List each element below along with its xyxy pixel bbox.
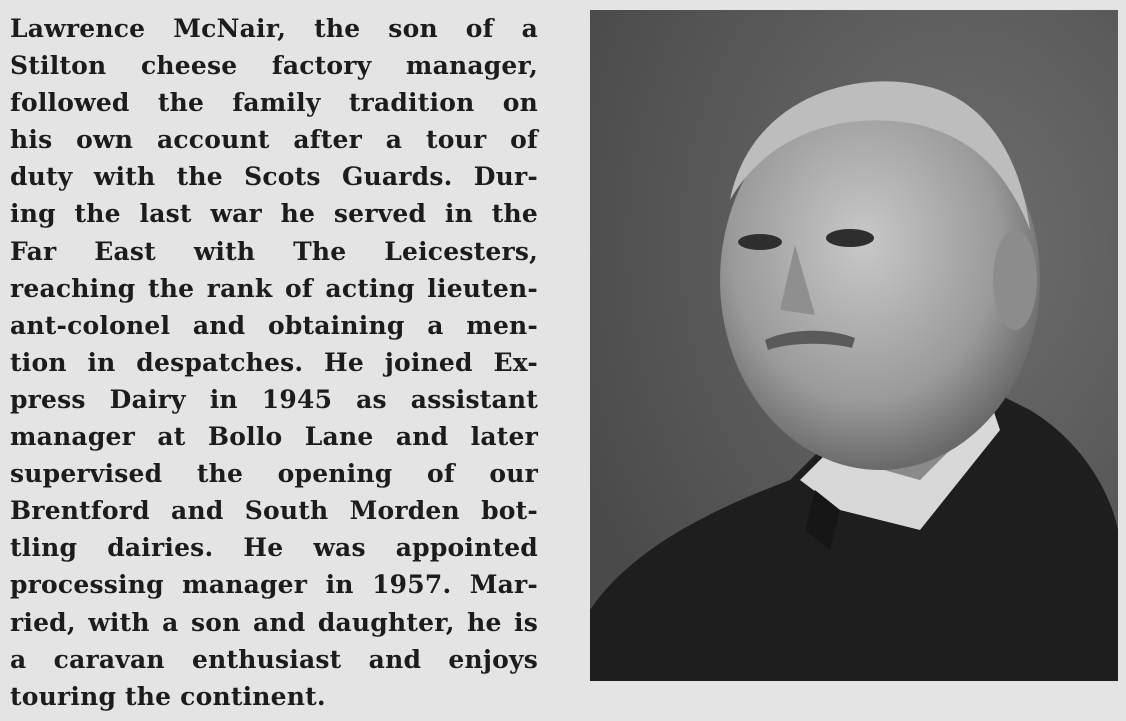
text-line: Far East with The Leicesters, [10,236,538,266]
text-line: a caravan enthusiast and enjoys [10,644,538,674]
text-line: Lawrence McNair, the son of a [10,14,538,43]
text-line: supervised the opening of our [10,459,538,489]
text-line: tion in despatches. He joined Ex- [10,347,538,377]
text-line: ant-colonel and obtaining a men- [10,310,538,340]
text-line: Stilton cheese factory manager, [10,51,538,81]
text-line: duty with the Scots Guards. Dur- [10,162,538,192]
biography-text [10,10,538,715]
text-line: followed the family tradition on [10,88,538,118]
text-line: processing manager in 1957. Mar- [10,570,538,600]
text-line: touring the continent. [10,681,326,711]
text-line: Brentford and South Morden bot- [10,496,538,526]
text-line: ing the last war he served in the [10,199,538,229]
portrait-photo [590,10,1118,681]
text-line: his own account after a tour of [10,125,538,155]
text-line: reaching the rank of acting lieuten- [10,273,538,303]
text-line: ried, with a son and daughter, he is [10,607,538,637]
text-line: tling dairies. He was appointed [10,533,538,563]
text-line: manager at Bollo Lane and later [10,422,538,452]
text-line: press Dairy in 1945 as assistant [10,384,538,414]
